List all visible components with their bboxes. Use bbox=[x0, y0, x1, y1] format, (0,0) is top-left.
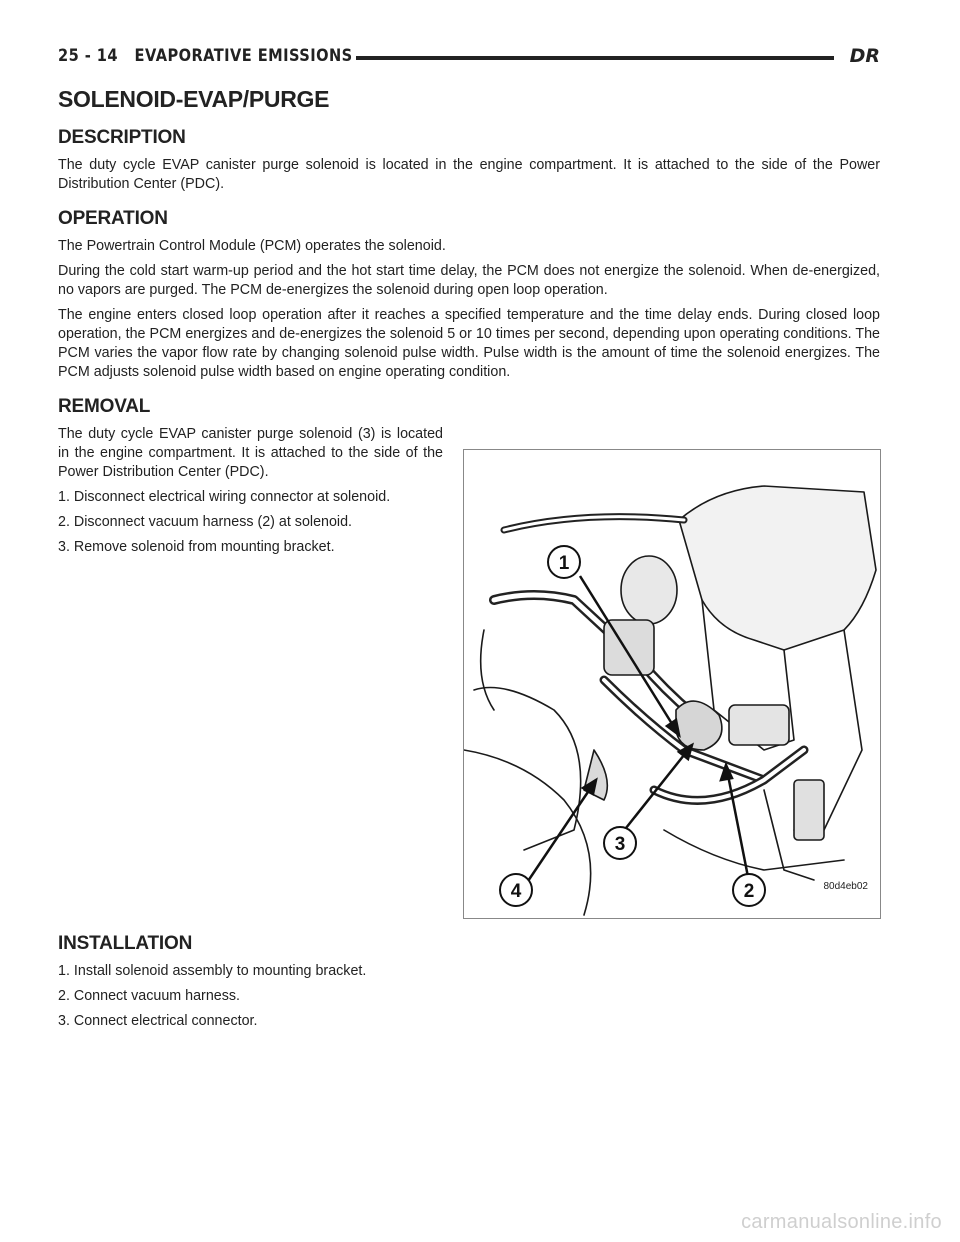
callout-2 bbox=[733, 874, 765, 906]
removal-step: 1. Disconnect electrical wiring connector at solenoid. bbox=[58, 489, 391, 505]
removal-step: 2. Disconnect vacuum harness (2) at solenoid. bbox=[58, 514, 353, 530]
figure-code: 80d4eb02 bbox=[823, 881, 868, 892]
installation-step: 2. Connect vacuum harness. bbox=[58, 988, 240, 1004]
operation-heading: OPERATION bbox=[58, 208, 168, 229]
header-title: EVAPORATIVE EMISSIONS bbox=[134, 46, 353, 66]
operation-paragraph: The engine enters closed loop operation after it reaches a specified temperature and the time delay ends. During closed loop operation, the PCM energizes and de-energizes the solenoid 5 or 10 times per second, depending upon operating conditions. The PCM varies the vapor flow rate by changing solenoid pulse width. Pulse width is the amount of time the solenoid energizes. The PCM adjusts solenoid pulse width based on engine operating condition. bbox=[58, 307, 880, 380]
watermark: carmanualsonline.info bbox=[741, 1211, 942, 1233]
callout-label: 3 bbox=[614, 834, 626, 855]
removal-intro: The duty cycle EVAP canister purge solenoid (3) is located in the engine compartment. It is attached to the side of the Power Distribution Center (PDC). bbox=[58, 426, 443, 480]
description-text: The duty cycle EVAP canister purge solenoid is located in the engine compartment. It is attached to the side of the Power Distribution Center (PDC). bbox=[58, 157, 880, 192]
header-rule bbox=[356, 56, 834, 60]
callout-label: 1 bbox=[558, 553, 570, 574]
header-section-number: 25 - 14 bbox=[58, 46, 118, 66]
callout-label: 4 bbox=[510, 881, 522, 902]
installation-step: 1. Install solenoid assembly to mounting bracket. bbox=[58, 963, 367, 979]
solenoid-figure bbox=[463, 449, 881, 919]
callout-4 bbox=[500, 874, 532, 906]
callout-3 bbox=[604, 827, 636, 859]
page-content bbox=[58, 86, 880, 1037]
page-title: SOLENOID-EVAP/PURGE bbox=[58, 86, 330, 112]
operation-paragraph: During the cold start warm-up period and the hot start time delay, the PCM does not energize the solenoid. When de-energized, no vapors are purged. The PCM de-energizes the solenoid during open loop operation. bbox=[58, 263, 880, 298]
callout-label: 2 bbox=[743, 881, 755, 902]
installation-heading: INSTALLATION bbox=[58, 933, 193, 954]
engine-compartment-illustration bbox=[464, 450, 880, 918]
header-section-title bbox=[58, 46, 353, 66]
page-header bbox=[58, 46, 880, 74]
removal-heading: REMOVAL bbox=[58, 396, 151, 417]
description-heading: DESCRIPTION bbox=[58, 127, 186, 148]
callout-1 bbox=[548, 546, 580, 578]
installation-step: 3. Connect electrical connector. bbox=[58, 1013, 258, 1029]
removal-step: 3. Remove solenoid from mounting bracket. bbox=[58, 539, 335, 555]
operation-paragraph: The Powertrain Control Module (PCM) operates the solenoid. bbox=[58, 238, 446, 254]
header-model: DR bbox=[849, 45, 880, 67]
